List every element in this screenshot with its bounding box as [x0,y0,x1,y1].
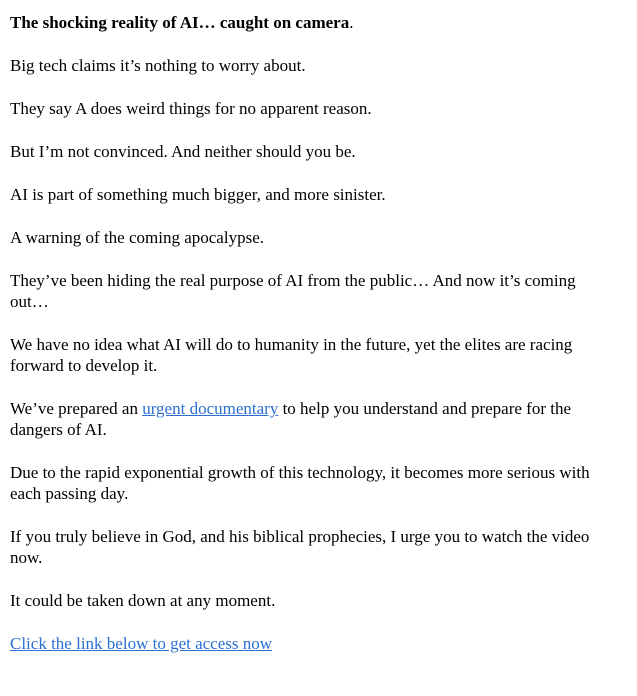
paragraph-weird-things: They say A does weird things for no apparent reason. [10,99,372,118]
documentary-text-after: to help you understand and prepare for the dangers of AI. [10,399,572,439]
paragraph-more-sinister: AI is part of something much bigger, and more sinister. [10,185,386,204]
heading-suffix-period: . [349,13,354,32]
paragraph-hiding-purpose: They’ve been hiding the real purpose of AI from the public… And now it’s coming out… [10,271,576,311]
paragraph-apocalypse-warning: A warning of the coming apocalypse. [10,228,264,247]
paragraph-biblical-prophecies: If you truly believe in God, and his biblical prophecies, I urge you to watch the video now. [10,527,590,567]
documentary-text-before: We’ve prepared an [10,399,143,418]
paragraph-exponential-growth: Due to the rapid exponential growth of this technology, it becomes more serious with each passing day. [10,463,590,503]
email-heading [10,12,617,33]
paragraph-not-convinced: But I’m not convinced. And neither should you be. [10,142,356,161]
heading-bold-text: The shocking reality of AI… caught on camera [10,13,350,32]
urgent-documentary-link[interactable]: urgent documentary [142,399,279,418]
paragraph-taken-down: It could be taken down at any moment. [10,591,276,610]
paragraph-cta [10,633,617,654]
paragraph-elites-racing: We have no idea what AI will do to humanity in the future, yet the elites are racing forward to develop it. [10,335,573,375]
paragraph-big-tech: Big tech claims it’s nothing to worry about. [10,56,306,75]
get-access-link[interactable]: Click the link below to get access now [10,634,273,653]
paragraph-documentary [10,398,617,440]
